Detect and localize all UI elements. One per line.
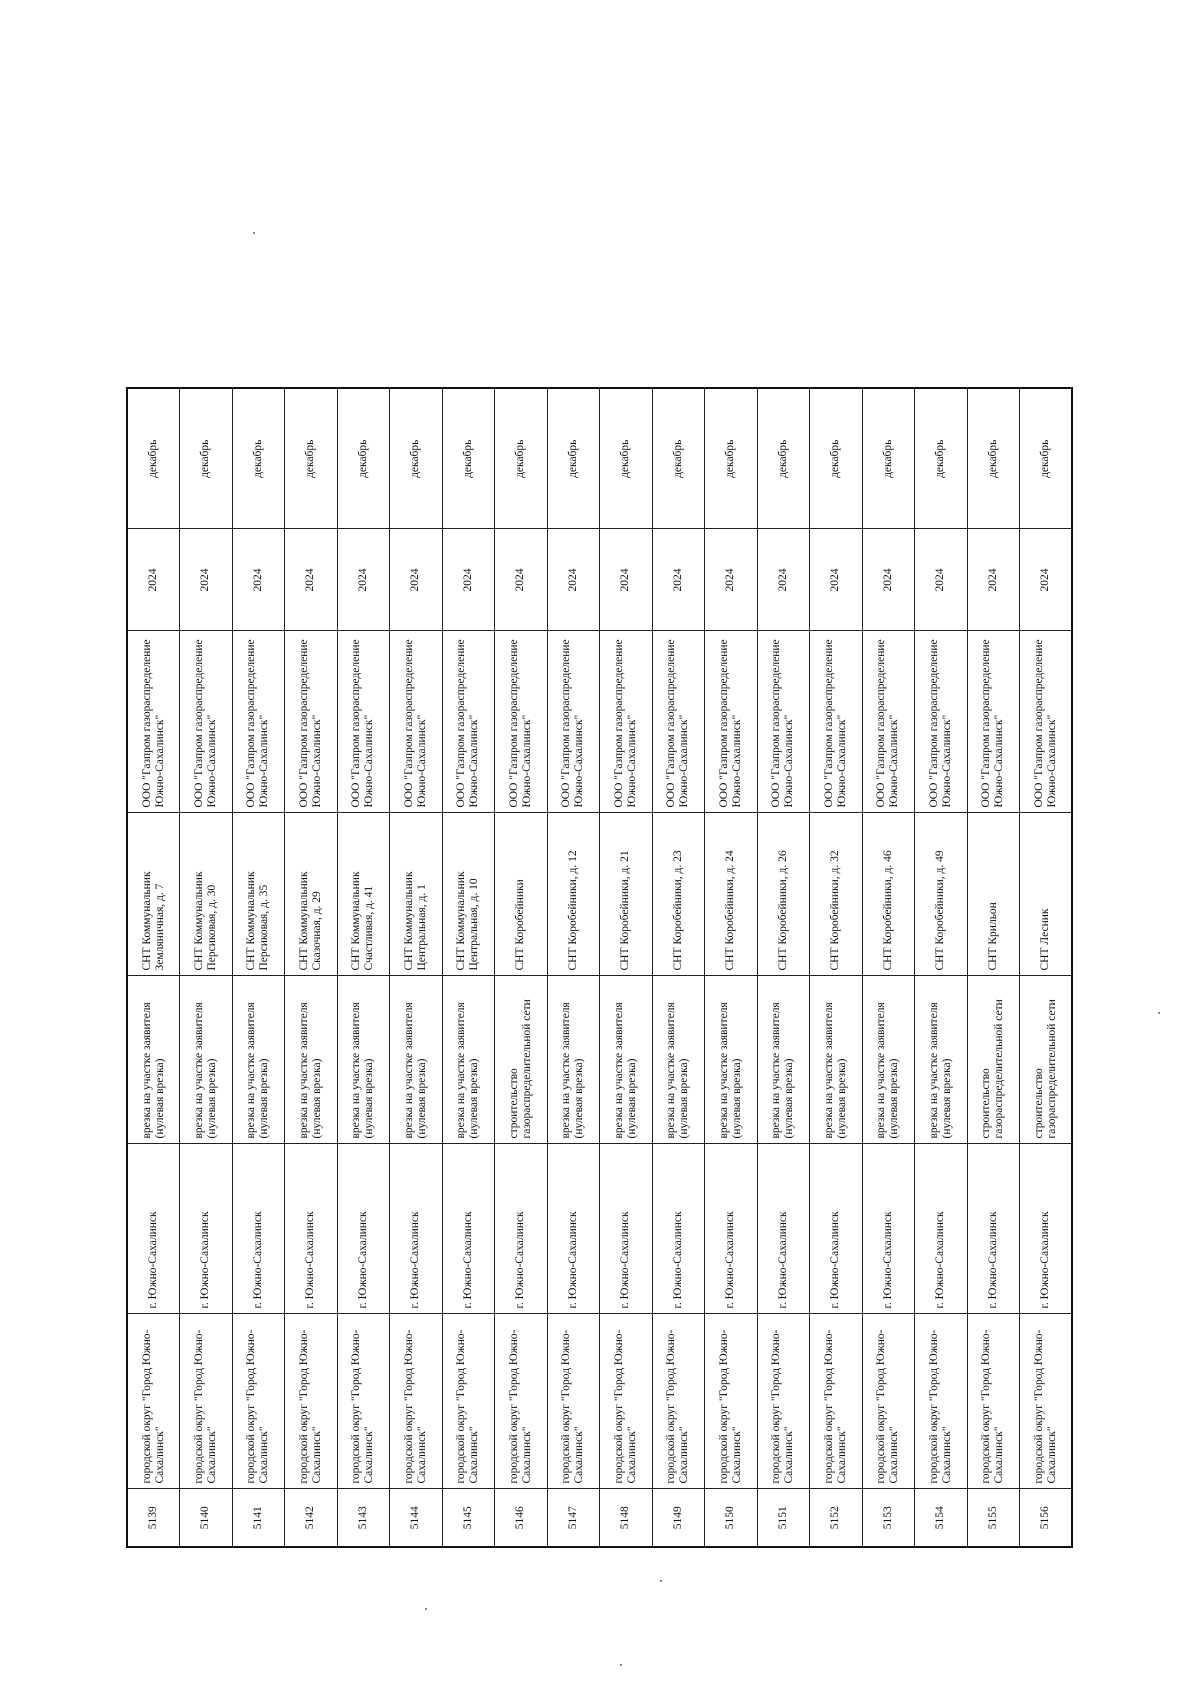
month-cell: декабрь — [495, 388, 548, 529]
address-cell: СНТ Коммунальник Сказочная, д. 29 — [285, 813, 338, 976]
table-row — [967, 388, 1020, 1547]
row-number: 5142 — [285, 1489, 338, 1547]
work-type-cell: врезка на участке заявителя (нулевая врезка) — [810, 976, 863, 1144]
address-cell: СНТ Коробейники, д. 23 — [652, 813, 705, 976]
work-type-cell: врезка на участке заявителя (нулевая врезка) — [127, 976, 180, 1144]
district-cell: городской округ "Город Южно-Сахалинск" — [180, 1314, 233, 1489]
operator-cell: ООО "Газпром газораспределение Южно-Сахалинск" — [337, 631, 390, 813]
locality-cell: г. Южно-Сахалинск — [232, 1144, 285, 1314]
month-cell: декабрь — [705, 388, 758, 529]
table-row — [495, 388, 548, 1547]
row-number: 5150 — [705, 1489, 758, 1547]
table-body — [127, 388, 1072, 1547]
locality-cell: г. Южно-Сахалинск — [127, 1144, 180, 1314]
locality-cell: г. Южно-Сахалинск — [810, 1144, 863, 1314]
locality-cell: г. Южно-Сахалинск — [390, 1144, 443, 1314]
table-row — [285, 388, 338, 1547]
table-row — [547, 388, 600, 1547]
district-cell: городской округ "Город Южно-Сахалинск" — [810, 1314, 863, 1489]
year-cell: 2024 — [442, 529, 495, 631]
gasification-schedule-table — [126, 387, 1073, 1548]
address-cell: СНТ Коммунальник Счастливая, д. 41 — [337, 813, 390, 976]
row-number: 5143 — [337, 1489, 390, 1547]
month-cell: декабрь — [1020, 388, 1073, 529]
year-cell: 2024 — [600, 529, 653, 631]
address-cell: СНТ Коммунальник Центральная, д. 1 — [390, 813, 443, 976]
table-row — [810, 388, 863, 1547]
table-row — [600, 388, 653, 1547]
work-type-cell: врезка на участке заявителя (нулевая врезка) — [337, 976, 390, 1144]
address-cell: СНТ Крильон — [967, 813, 1020, 976]
address-cell: СНТ Коробейники, д. 21 — [600, 813, 653, 976]
address-cell: СНТ Коммунальник Персиковая, д. 30 — [180, 813, 233, 976]
row-number: 5152 — [810, 1489, 863, 1547]
table-row — [652, 388, 705, 1547]
table-row — [1020, 388, 1073, 1547]
locality-cell: г. Южно-Сахалинск — [652, 1144, 705, 1314]
address-cell: СНТ Коробейники, д. 32 — [810, 813, 863, 976]
row-number: 5139 — [127, 1489, 180, 1547]
address-cell: СНТ Коробейники, д. 24 — [705, 813, 758, 976]
table-row — [337, 388, 390, 1547]
table-row — [705, 388, 758, 1547]
scan-speck — [253, 232, 255, 234]
district-cell: городской округ "Город Южно-Сахалинск" — [232, 1314, 285, 1489]
district-cell: городской округ "Город Южно-Сахалинск" — [600, 1314, 653, 1489]
district-cell: городской округ "Город Южно-Сахалинск" — [127, 1314, 180, 1489]
month-cell: декабрь — [810, 388, 863, 529]
month-cell: декабрь — [127, 388, 180, 529]
operator-cell: ООО "Газпром газораспределение Южно-Сахалинск" — [1020, 631, 1073, 813]
address-cell: СНТ Лесник — [1020, 813, 1073, 976]
address-cell: СНТ Коробейники, д. 46 — [862, 813, 915, 976]
month-cell: декабрь — [862, 388, 915, 529]
locality-cell: г. Южно-Сахалинск — [495, 1144, 548, 1314]
table-row — [180, 388, 233, 1547]
work-type-cell: врезка на участке заявителя (нулевая врезка) — [232, 976, 285, 1144]
table-row — [390, 388, 443, 1547]
month-cell: декабрь — [600, 388, 653, 529]
rotated-table-wrapper — [126, 389, 1071, 1548]
work-type-cell: врезка на участке заявителя (нулевая врезка) — [285, 976, 338, 1144]
month-cell: декабрь — [390, 388, 443, 529]
year-cell: 2024 — [810, 529, 863, 631]
operator-cell: ООО "Газпром газораспределение Южно-Сахалинск" — [390, 631, 443, 813]
operator-cell: ООО "Газпром газораспределение Южно-Сахалинск" — [547, 631, 600, 813]
work-type-cell: врезка на участке заявителя (нулевая врезка) — [442, 976, 495, 1144]
row-number: 5153 — [862, 1489, 915, 1547]
scan-speck — [1158, 1012, 1160, 1014]
work-type-cell: врезка на участке заявителя (нулевая врезка) — [757, 976, 810, 1144]
district-cell: городской округ "Город Южно-Сахалинск" — [285, 1314, 338, 1489]
locality-cell: г. Южно-Сахалинск — [337, 1144, 390, 1314]
month-cell: декабрь — [442, 388, 495, 529]
district-cell: городской округ "Город Южно-Сахалинск" — [862, 1314, 915, 1489]
year-cell: 2024 — [127, 529, 180, 631]
work-type-cell: строительство газораспределительной сети — [967, 976, 1020, 1144]
district-cell: городской округ "Город Южно-Сахалинск" — [390, 1314, 443, 1489]
locality-cell: г. Южно-Сахалинск — [180, 1144, 233, 1314]
district-cell: городской округ "Город Южно-Сахалинск" — [1020, 1314, 1073, 1489]
district-cell: городской округ "Город Южно-Сахалинск" — [967, 1314, 1020, 1489]
year-cell: 2024 — [1020, 529, 1073, 631]
year-cell: 2024 — [180, 529, 233, 631]
operator-cell: ООО "Газпром газораспределение Южно-Сахалинск" — [232, 631, 285, 813]
operator-cell: ООО "Газпром газораспределение Южно-Сахалинск" — [495, 631, 548, 813]
month-cell: декабрь — [652, 388, 705, 529]
table-row — [127, 388, 180, 1547]
row-number: 5151 — [757, 1489, 810, 1547]
locality-cell: г. Южно-Сахалинск — [967, 1144, 1020, 1314]
district-cell: городской округ "Город Южно-Сахалинск" — [495, 1314, 548, 1489]
operator-cell: ООО "Газпром газораспределение Южно-Сахалинск" — [705, 631, 758, 813]
work-type-cell: врезка на участке заявителя (нулевая врезка) — [180, 976, 233, 1144]
scan-speck — [660, 1580, 662, 1582]
row-number: 5146 — [495, 1489, 548, 1547]
operator-cell: ООО "Газпром газораспределение Южно-Сахалинск" — [757, 631, 810, 813]
locality-cell: г. Южно-Сахалинск — [915, 1144, 968, 1314]
year-cell: 2024 — [390, 529, 443, 631]
district-cell: городской округ "Город Южно-Сахалинск" — [337, 1314, 390, 1489]
operator-cell: ООО "Газпром газораспределение Южно-Сахалинск" — [127, 631, 180, 813]
year-cell: 2024 — [337, 529, 390, 631]
locality-cell: г. Южно-Сахалинск — [442, 1144, 495, 1314]
operator-cell: ООО "Газпром газораспределение Южно-Сахалинск" — [862, 631, 915, 813]
table-row — [442, 388, 495, 1547]
scan-speck — [620, 1664, 622, 1666]
operator-cell: ООО "Газпром газораспределение Южно-Сахалинск" — [810, 631, 863, 813]
locality-cell: г. Южно-Сахалинск — [757, 1144, 810, 1314]
row-number: 5141 — [232, 1489, 285, 1547]
year-cell: 2024 — [652, 529, 705, 631]
year-cell: 2024 — [495, 529, 548, 631]
address-cell: СНТ Коробейники, д. 12 — [547, 813, 600, 976]
district-cell: городской округ "Город Южно-Сахалинск" — [442, 1314, 495, 1489]
month-cell: декабрь — [285, 388, 338, 529]
row-number: 5140 — [180, 1489, 233, 1547]
locality-cell: г. Южно-Сахалинск — [600, 1144, 653, 1314]
table-row — [232, 388, 285, 1547]
work-type-cell: врезка на участке заявителя (нулевая врезка) — [390, 976, 443, 1144]
year-cell: 2024 — [232, 529, 285, 631]
month-cell: декабрь — [232, 388, 285, 529]
address-cell: СНТ Коробейники — [495, 813, 548, 976]
operator-cell: ООО "Газпром газораспределение Южно-Сахалинск" — [967, 631, 1020, 813]
district-cell: городской округ "Город Южно-Сахалинск" — [547, 1314, 600, 1489]
district-cell: городской округ "Город Южно-Сахалинск" — [915, 1314, 968, 1489]
operator-cell: ООО "Газпром газораспределение Южно-Сахалинск" — [180, 631, 233, 813]
month-cell: декабрь — [757, 388, 810, 529]
row-number: 5144 — [390, 1489, 443, 1547]
district-cell: городской округ "Город Южно-Сахалинск" — [757, 1314, 810, 1489]
address-cell: СНТ Коммунальник Персиковая, д. 35 — [232, 813, 285, 976]
month-cell: декабрь — [337, 388, 390, 529]
row-number: 5156 — [1020, 1489, 1073, 1547]
operator-cell: ООО "Газпром газораспределение Южно-Сахалинск" — [442, 631, 495, 813]
scan-speck — [425, 1608, 427, 1610]
work-type-cell: врезка на участке заявителя (нулевая врезка) — [862, 976, 915, 1144]
work-type-cell: врезка на участке заявителя (нулевая врезка) — [652, 976, 705, 1144]
row-number: 5154 — [915, 1489, 968, 1547]
year-cell: 2024 — [757, 529, 810, 631]
work-type-cell: врезка на участке заявителя (нулевая врезка) — [915, 976, 968, 1144]
work-type-cell: врезка на участке заявителя (нулевая врезка) — [705, 976, 758, 1144]
locality-cell: г. Южно-Сахалинск — [705, 1144, 758, 1314]
month-cell: декабрь — [180, 388, 233, 529]
year-cell: 2024 — [967, 529, 1020, 631]
year-cell: 2024 — [285, 529, 338, 631]
district-cell: городской округ "Город Южно-Сахалинск" — [652, 1314, 705, 1489]
locality-cell: г. Южно-Сахалинск — [862, 1144, 915, 1314]
address-cell: СНТ Коробейники, д. 26 — [757, 813, 810, 976]
year-cell: 2024 — [547, 529, 600, 631]
row-number: 5148 — [600, 1489, 653, 1547]
month-cell: декабрь — [967, 388, 1020, 529]
locality-cell: г. Южно-Сахалинск — [547, 1144, 600, 1314]
work-type-cell: врезка на участке заявителя (нулевая врезка) — [600, 976, 653, 1144]
year-cell: 2024 — [705, 529, 758, 631]
address-cell: СНТ Коммунальник Земляничная, д. 7 — [127, 813, 180, 976]
month-cell: декабрь — [915, 388, 968, 529]
row-number: 5149 — [652, 1489, 705, 1547]
month-cell: декабрь — [547, 388, 600, 529]
operator-cell: ООО "Газпром газораспределение Южно-Сахалинск" — [915, 631, 968, 813]
work-type-cell: врезка на участке заявителя (нулевая врезка) — [547, 976, 600, 1144]
table-row — [862, 388, 915, 1547]
row-number: 5145 — [442, 1489, 495, 1547]
work-type-cell: строительство газораспределительной сети — [1020, 976, 1073, 1144]
address-cell: СНТ Коммунальник Центральная, д. 10 — [442, 813, 495, 976]
operator-cell: ООО "Газпром газораспределение Южно-Сахалинск" — [652, 631, 705, 813]
table-row — [915, 388, 968, 1547]
operator-cell: ООО "Газпром газораспределение Южно-Сахалинск" — [600, 631, 653, 813]
work-type-cell: строительство газораспределительной сети — [495, 976, 548, 1144]
district-cell: городской округ "Город Южно-Сахалинск" — [705, 1314, 758, 1489]
year-cell: 2024 — [915, 529, 968, 631]
address-cell: СНТ Коробейники, д. 49 — [915, 813, 968, 976]
locality-cell: г. Южно-Сахалинск — [1020, 1144, 1073, 1314]
operator-cell: ООО "Газпром газораспределение Южно-Сахалинск" — [285, 631, 338, 813]
row-number: 5155 — [967, 1489, 1020, 1547]
year-cell: 2024 — [862, 529, 915, 631]
row-number: 5147 — [547, 1489, 600, 1547]
table-row — [757, 388, 810, 1547]
locality-cell: г. Южно-Сахалинск — [285, 1144, 338, 1314]
